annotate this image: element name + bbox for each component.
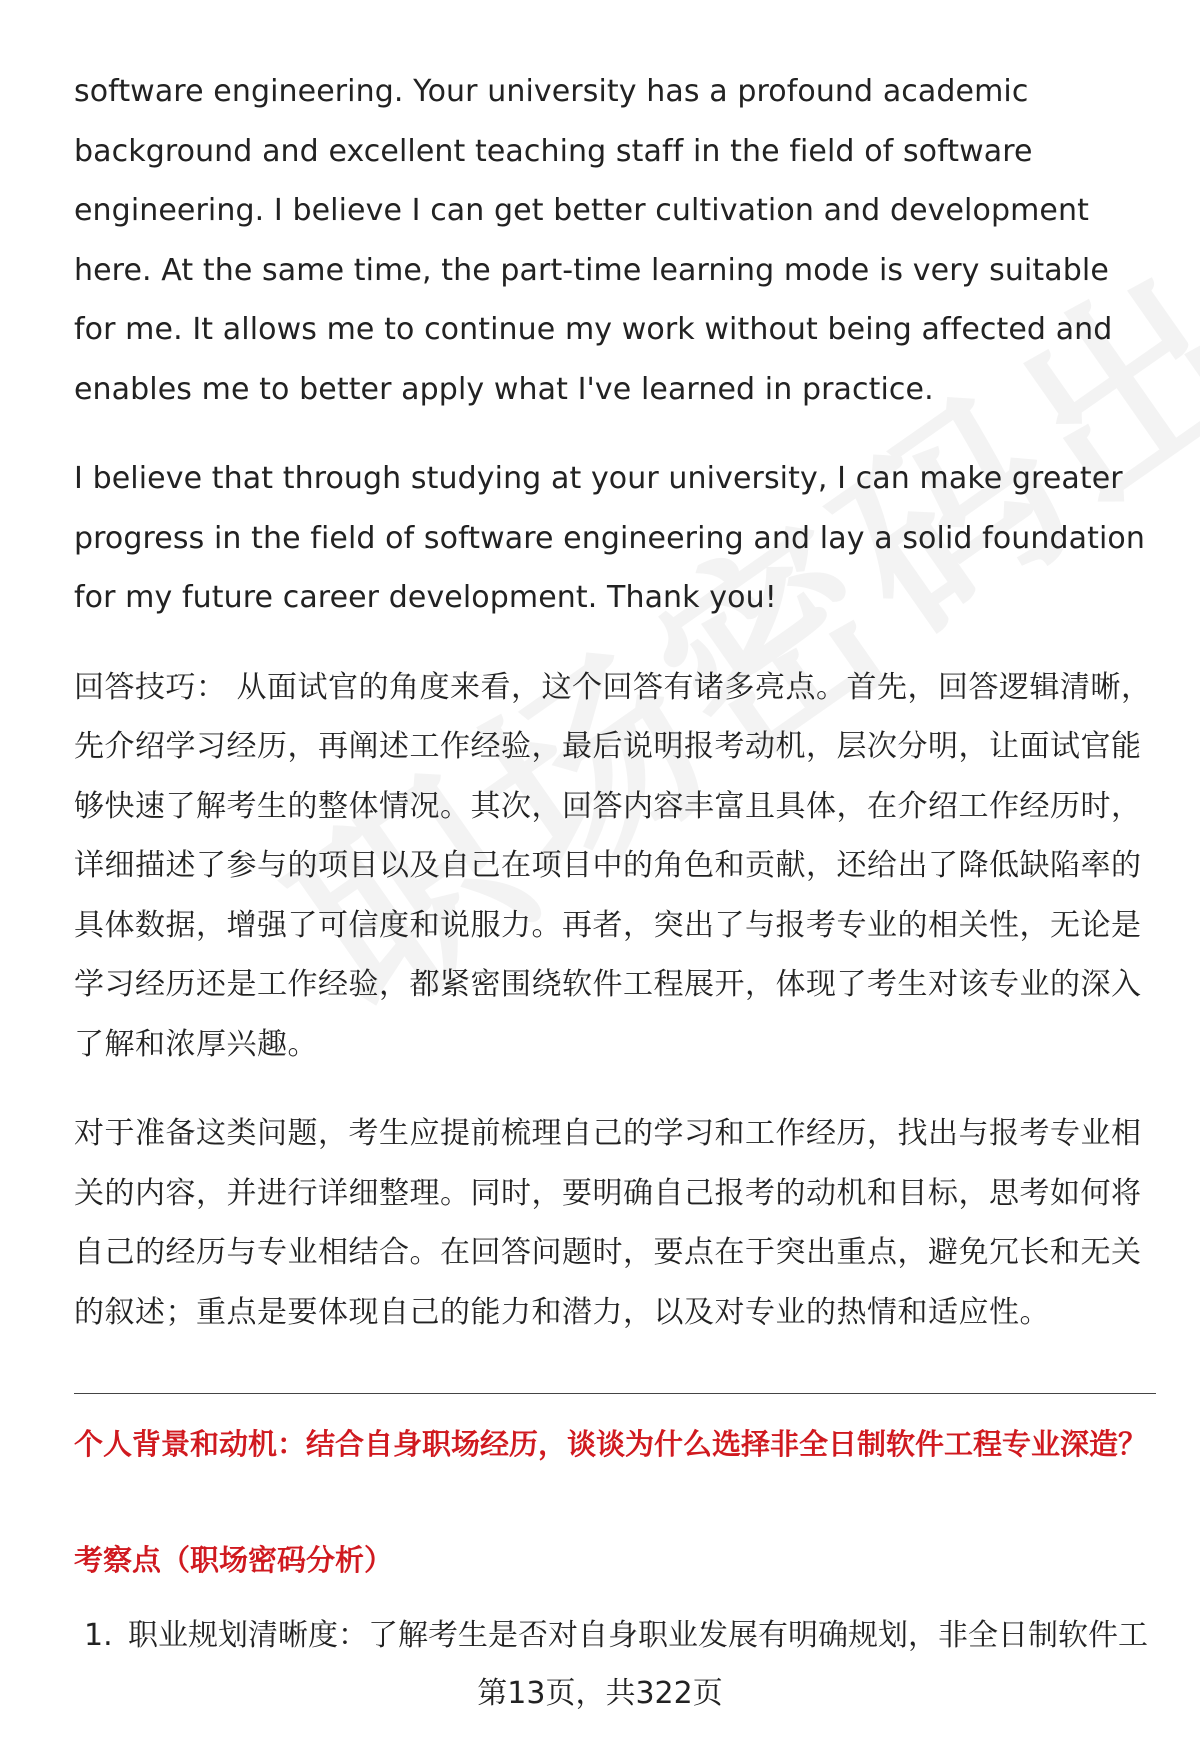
list-item-number: 1.: [84, 1618, 113, 1653]
paragraph-english-2: I believe that through studying at your university, I can make greater progress in the field of software engineering and lay a solid foundation for my future career development. Thank you!: [74, 461, 1145, 615]
section-title: 个人背景和动机：结合自身职场经历，谈谈为什么选择非全日制软件工程专业深造？: [74, 1427, 1148, 1461]
page-number: 第13页，共322页: [477, 1676, 723, 1711]
paragraph-preparation-advice: 对于准备这类问题，考生应提前梳理自己的学习和工作经历，找出与报考专业相关的内容，并进行详细整理。同时，要明确自己报考的动机和目标，思考如何将自己的经历与专业相结合。在回答问题时，要点在于突出重点，避免冗长和无关的叙述；重点是要体现自己的能力和潜力，以及对专业的热情和适应性。: [74, 1116, 1142, 1330]
paragraph-english-1: software engineering. Your university has a profound academic background and excellent teaching staff in the field of software engineering. I believe I can get better cultivation and development here. At the same time, the part-time learning mode is very suitable for me. It allows me to continue my work without being affected and enables me to better apply what I've learned in practice.: [74, 74, 1113, 407]
list-item: [84, 1614, 1164, 1658]
body-content: [74, 62, 1154, 1372]
sub-title: 考察点（职场密码分析）: [74, 1543, 394, 1577]
list-item-text: 职业规划清晰度：了解考生是否对自身职业发展有明确规划，非全日制软件工: [128, 1618, 1148, 1653]
section-divider: [74, 1393, 1156, 1394]
paragraph-answer-tips: 回答技巧： 从面试官的角度来看，这个回答有诸多亮点。首先，回答逻辑清晰，先介绍学习经历，再阐述工作经验，最后说明报考动机，层次分明，让面试官能够快速了解考生的整体情况。其次，回答内容丰富且具体，在介绍工作经历时，详细描述了参与的项目以及自己在项目中的角色和贡献，还给出了降低缺陷率的具体数据，增强了可信度和说服力。再者，突出了与报考专业的相关性，无论是学习经历还是工作经验，都紧密围绕软件工程展开，体现了考生对该专业的深入了解和浓厚兴趣。: [74, 669, 1152, 1062]
